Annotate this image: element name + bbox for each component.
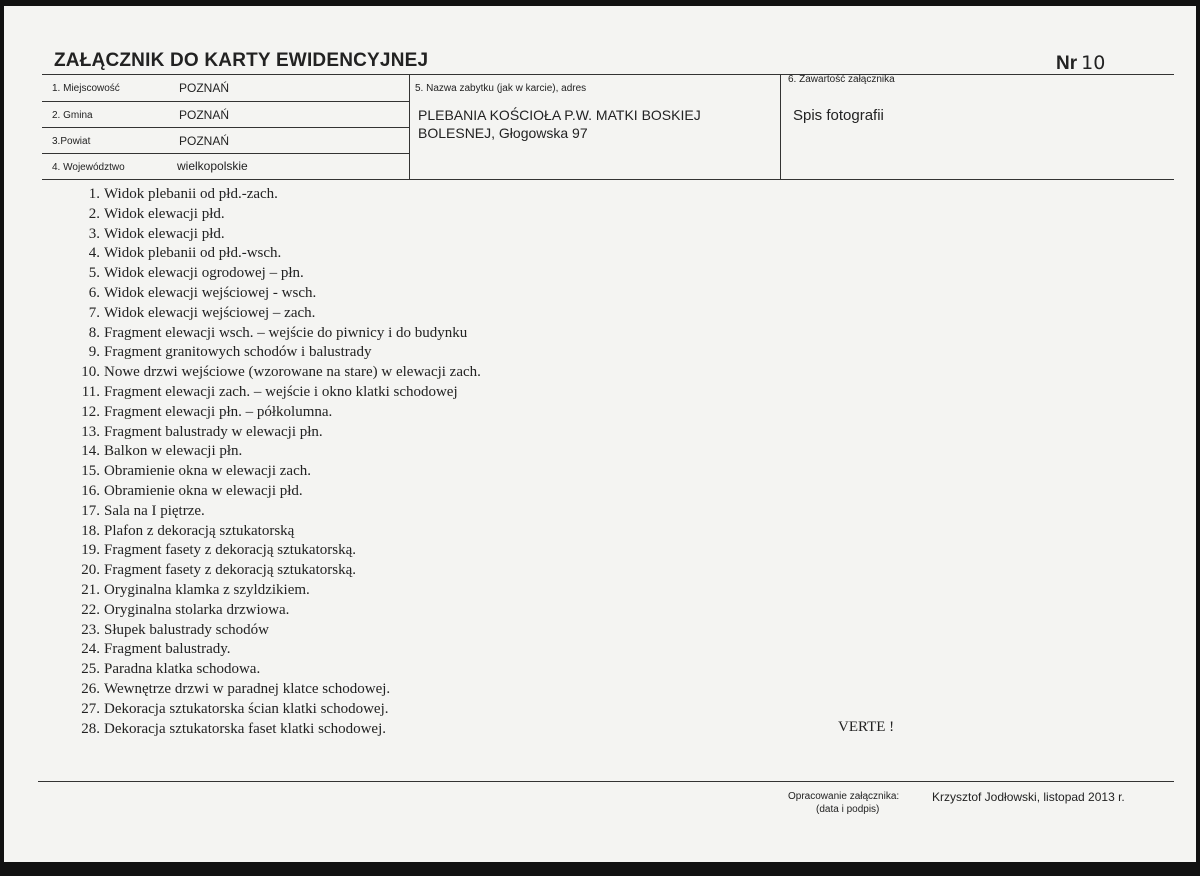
column-divider xyxy=(780,74,781,180)
photo-number: 13. xyxy=(81,423,100,440)
miejscowosc-label: 1. Miejscowość xyxy=(52,83,120,94)
wojewodztwo-label: 4. Województwo xyxy=(52,162,125,173)
photo-number: 15. xyxy=(81,463,100,480)
photo-number: 23. xyxy=(81,621,100,638)
photo-caption: Oryginalna stolarka drzwiowa. xyxy=(104,601,290,618)
photo-caption: Widok elewacji płd. xyxy=(104,205,225,222)
photo-list-item xyxy=(74,343,481,363)
photo-number: 1. xyxy=(88,186,100,202)
photo-list-item xyxy=(74,363,481,383)
photo-list-item xyxy=(74,700,481,720)
photo-caption: Sala na I piętrze. xyxy=(104,502,205,519)
photo-list-item xyxy=(74,225,481,245)
zawartosc-label: 6. Zawartość załącznika xyxy=(788,74,895,85)
photo-number: 24. xyxy=(81,641,100,658)
row-divider xyxy=(42,101,410,102)
photo-number: 7. xyxy=(88,304,100,321)
gmina-value: POZNAŃ xyxy=(179,108,230,122)
photo-list-item xyxy=(74,502,481,522)
photo-caption: Słupek balustrady schodów xyxy=(104,621,269,638)
photo-number: 18. xyxy=(81,522,100,539)
photo-number: 10. xyxy=(81,364,100,381)
photo-caption: Obramienie okna w elewacji płd. xyxy=(104,482,303,499)
photo-list-item xyxy=(74,284,481,304)
photo-list-item xyxy=(74,205,481,225)
nazwa-label: 5. Nazwa zabytku (jak w karcie), adres xyxy=(415,83,587,94)
number-label: Nr xyxy=(1056,53,1078,74)
photo-list-item xyxy=(74,482,481,502)
photo-number: 3. xyxy=(88,225,100,242)
photo-caption: Wewnętrze drzwi w paradnej klatce schodowej. xyxy=(104,680,391,697)
photo-list-item xyxy=(74,423,481,443)
verte-note: VERTE ! xyxy=(838,719,895,735)
powiat-value: POZNAŃ xyxy=(179,134,230,148)
photo-list-item xyxy=(74,601,481,621)
photo-number: 8. xyxy=(88,324,100,341)
row-divider xyxy=(42,153,410,154)
footer-rule xyxy=(38,781,1174,782)
photo-list-item xyxy=(74,621,481,641)
photo-caption: Fragment elewacji płn. – półkolumna. xyxy=(104,403,333,420)
photo-caption: Obramienie okna w elewacji zach. xyxy=(104,463,311,480)
photo-caption: Nowe drzwi wejściowe (wzorowane na stare) w elewacji zach. xyxy=(104,364,481,381)
photo-list-item xyxy=(74,581,481,601)
photo-caption: Widok elewacji płd. xyxy=(104,225,225,242)
photo-caption: Widok plebanii od płd.-zach. xyxy=(104,186,278,202)
photo-list xyxy=(74,185,481,739)
photo-list-item xyxy=(74,561,481,581)
photo-number: 16. xyxy=(81,482,100,499)
photo-number: 12. xyxy=(81,403,100,420)
photo-number: 2. xyxy=(88,205,100,222)
photo-caption: Fragment elewacji wsch. – wejście do piwnicy i do budynku xyxy=(104,324,468,341)
photo-caption: Fragment balustrady w elewacji płn. xyxy=(104,423,323,440)
photo-number: 4. xyxy=(88,245,100,262)
photo-list-item xyxy=(74,462,481,482)
photo-list-item xyxy=(74,264,481,284)
row-divider xyxy=(42,127,410,128)
photo-number: 20. xyxy=(81,562,100,579)
photo-number: 28. xyxy=(81,720,100,737)
photo-caption: Oryginalna klamka z szyldzikiem. xyxy=(104,581,310,598)
number-field xyxy=(1056,52,1105,75)
photo-caption: Paradna klatka schodowa. xyxy=(104,661,261,678)
photo-caption: Widok elewacji wejściowej - wsch. xyxy=(104,284,317,301)
photo-number: 27. xyxy=(81,700,100,717)
photo-list-item xyxy=(74,640,481,660)
photo-number: 26. xyxy=(81,680,100,697)
photo-number: 11. xyxy=(81,383,100,400)
photo-list-item xyxy=(74,680,481,700)
photo-number: 9. xyxy=(88,344,100,361)
photo-number: 17. xyxy=(81,502,100,519)
photo-number: 14. xyxy=(81,443,100,460)
photo-caption: Fragment elewacji zach. – wejście i okno klatki schodowej xyxy=(104,383,458,400)
photo-caption: Dekoracja sztukatorska ścian klatki schodowej. xyxy=(104,700,389,717)
gmina-label: 2. Gmina xyxy=(52,110,93,121)
prepared-by-label: Opracowanie załącznika: xyxy=(788,791,900,802)
photo-list-item xyxy=(74,324,481,344)
photo-list-item xyxy=(74,244,481,264)
photo-list-item xyxy=(74,442,481,462)
photo-caption: Balkon w elewacji płn. xyxy=(104,443,243,460)
prepared-by-sublabel: (data i podpis) xyxy=(816,804,880,815)
photo-caption: Fragment balustrady. xyxy=(104,641,231,658)
miejscowosc-value: POZNAŃ xyxy=(179,81,230,95)
photo-caption: Fragment granitowych schodów i balustrady xyxy=(104,344,372,361)
photo-list-item xyxy=(74,720,481,740)
photo-number: 5. xyxy=(88,265,100,282)
photo-list-item xyxy=(74,304,481,324)
photo-caption: Widok elewacji ogrodowej – płn. xyxy=(104,265,304,282)
photo-number: 6. xyxy=(88,284,100,301)
photo-caption: Widok plebanii od płd.-wsch. xyxy=(104,245,282,262)
photo-list-item xyxy=(74,185,481,205)
zawartosc-value: Spis fotografii xyxy=(793,107,884,124)
photo-number: 21. xyxy=(81,581,100,598)
photo-list-item xyxy=(74,383,481,403)
photo-number: 25. xyxy=(81,661,100,678)
column-divider xyxy=(409,74,410,180)
powiat-label: 3.Powiat xyxy=(52,136,91,147)
photo-list-item xyxy=(74,522,481,542)
photo-list-item xyxy=(74,403,481,423)
photo-caption: Fragment fasety z dekoracją sztukatorską. xyxy=(104,542,356,559)
photo-caption: Plafon z dekoracją sztukatorską xyxy=(104,522,295,539)
number-value: 10 xyxy=(1081,52,1106,74)
photo-number: 19. xyxy=(81,542,100,559)
photo-caption: Fragment fasety z dekoracją sztukatorską. xyxy=(104,562,356,579)
prepared-by-value: Krzysztof Jodłowski, listopad 2013 r. xyxy=(932,790,1125,804)
header-top-rule xyxy=(42,74,1174,75)
wojewodztwo-value: wielkopolskie xyxy=(177,159,248,173)
photo-number: 22. xyxy=(81,601,100,618)
nazwa-value: PLEBANIA KOŚCIOŁA P.W. MATKI BOSKIEJ BOLESNEJ, Głogowska 97 xyxy=(418,107,701,141)
photo-list-item xyxy=(74,660,481,680)
photo-list-item xyxy=(74,541,481,561)
form-title: ZAŁĄCZNIK DO KARTY EWIDENCYJNEJ xyxy=(54,50,429,71)
photo-caption: Widok elewacji wejściowej – zach. xyxy=(104,304,316,321)
photo-caption: Dekoracja sztukatorska faset klatki schodowej. xyxy=(104,720,386,737)
header-bottom-rule xyxy=(42,179,1174,180)
form-sheet xyxy=(4,6,1196,862)
